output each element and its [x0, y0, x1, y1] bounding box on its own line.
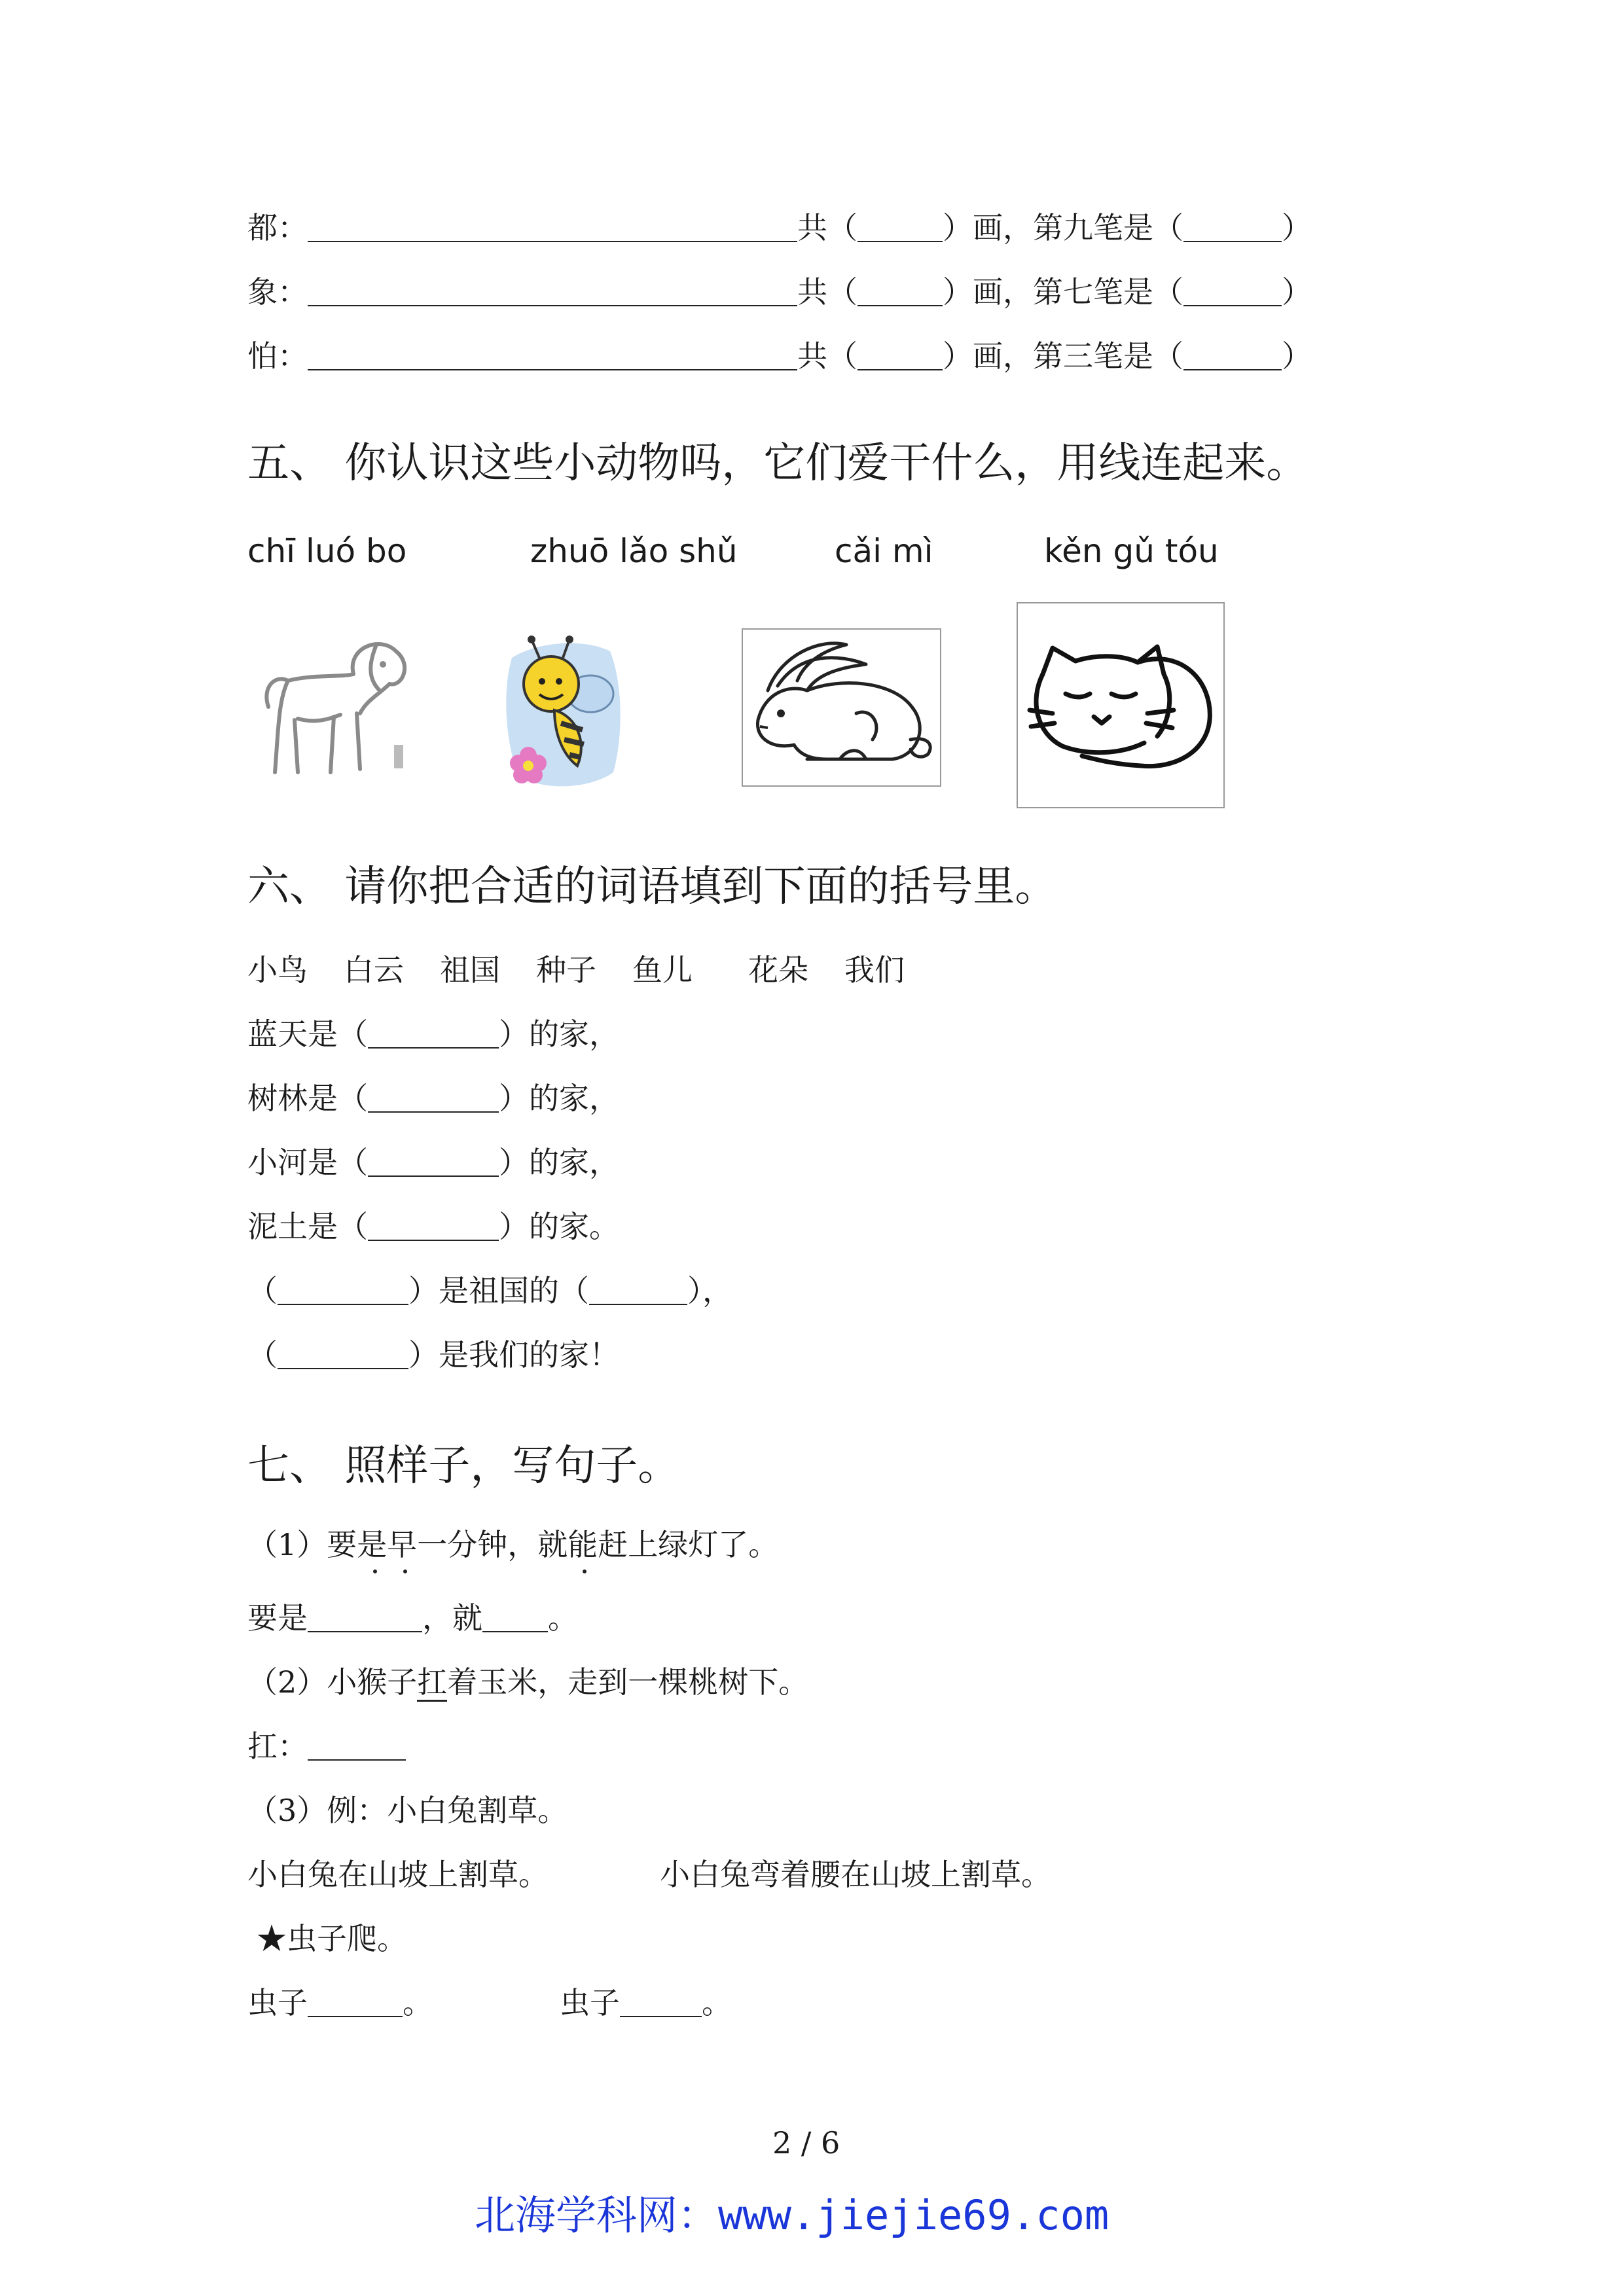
q7-3-star-prompt: ★虫子爬。: [257, 1921, 407, 1956]
answer-blank[interactable]: [368, 1083, 499, 1113]
answer-blank[interactable]: [482, 1602, 548, 1632]
q4-row-1: 都： 共（ ）画，第九笔是（ ）: [247, 210, 1312, 245]
answer-blank[interactable]: [278, 1339, 408, 1369]
answer-blank[interactable]: [1183, 340, 1282, 370]
fill-line-2: 树林是（ ）的家，: [247, 1081, 619, 1116]
fill-line-5: （ ）是祖国的（ ），: [247, 1273, 732, 1308]
fill-line-4: 泥土是（ ）的家。: [247, 1209, 619, 1244]
answer-blank[interactable]: [308, 1987, 403, 2017]
answer-blank[interactable]: [368, 1018, 499, 1049]
dog-picture[interactable]: [249, 635, 412, 785]
site-watermark[interactable]: [475, 2189, 1109, 2242]
fill-line-1: 蓝天是（ ）的家，: [247, 1016, 619, 1052]
answer-blank[interactable]: [620, 1987, 702, 2017]
section5-title: 五、 你认识这些小动物吗，它们爱干什么，用线连起来。: [247, 439, 1308, 488]
section6-title: 六、 请你把合适的词语填到下面的括号里。: [247, 863, 1057, 911]
bee-picture[interactable]: [499, 632, 626, 795]
pinyin-4: kěn gǔ tóu: [1044, 532, 1219, 570]
answer-blank[interactable]: [308, 340, 797, 370]
q7-2: （2）小猴子扛着玉米，走到一棵桃树下。: [247, 1662, 808, 1702]
q7-3: （3）例：小白兔割草。: [247, 1793, 568, 1828]
q7-3-example-2: 小白兔弯着腰在山坡上割草。: [660, 1857, 1051, 1892]
q7-3-example-1: 小白兔在山坡上割草。: [247, 1857, 549, 1892]
q7-1-answer: 要是 ，就 。: [247, 1600, 578, 1636]
fill-line-3: 小河是（ ）的家，: [247, 1145, 619, 1180]
emphasis-dot: [403, 1570, 407, 1573]
answer-blank[interactable]: [308, 276, 797, 306]
answer-blank[interactable]: [1183, 276, 1282, 306]
q7-1: （1）要是早一分钟，就能赶上绿灯了。: [247, 1527, 779, 1562]
q7-3-answer-1: 虫子 。: [247, 1985, 433, 2020]
answer-blank[interactable]: [368, 1147, 499, 1177]
answer-blank[interactable]: [308, 1602, 422, 1632]
answer-blank[interactable]: [589, 1275, 687, 1305]
emphasis-dot: [373, 1570, 377, 1573]
answer-blank[interactable]: [278, 1275, 408, 1305]
section7-title: 七、 照样子，写句子。: [247, 1442, 680, 1490]
q4-row-2: 象： 共（ ）画，第七笔是（ ）: [247, 274, 1312, 310]
site-name: 北海学科网：: [475, 2191, 719, 2239]
answer-blank[interactable]: [308, 212, 797, 242]
answer-blank[interactable]: [857, 340, 943, 370]
page-number: 2 / 6: [772, 2125, 840, 2161]
answer-blank[interactable]: [1183, 212, 1282, 242]
rabbit-picture[interactable]: [742, 628, 941, 787]
fill-line-6: （ ）是我们的家！: [247, 1337, 619, 1372]
q7-2-answer: 扛：: [247, 1727, 406, 1766]
q7-3-answer-2: 虫子 。: [560, 1985, 732, 2020]
site-url[interactable]: www.jiejie69.com: [718, 2191, 1110, 2239]
answer-blank[interactable]: [857, 212, 943, 242]
answer-blank[interactable]: [368, 1211, 499, 1241]
answer-blank[interactable]: [308, 1731, 406, 1761]
pinyin-2: zhuō lǎo shǔ: [530, 532, 738, 570]
underlined-word: 扛: [417, 1664, 447, 1702]
pinyin-3: cǎi mì: [835, 532, 933, 570]
cat-picture[interactable]: [1017, 602, 1225, 808]
pinyin-1: chī luó bo: [247, 532, 407, 570]
answer-blank[interactable]: [857, 276, 943, 306]
emphasis-dot: [583, 1570, 586, 1573]
word-bank: 小鸟 白云 祖国 种子 鱼儿 花朵 我们: [247, 952, 905, 988]
q4-row-3: 怕： 共（ ）画，第三笔是（ ）: [247, 338, 1312, 374]
